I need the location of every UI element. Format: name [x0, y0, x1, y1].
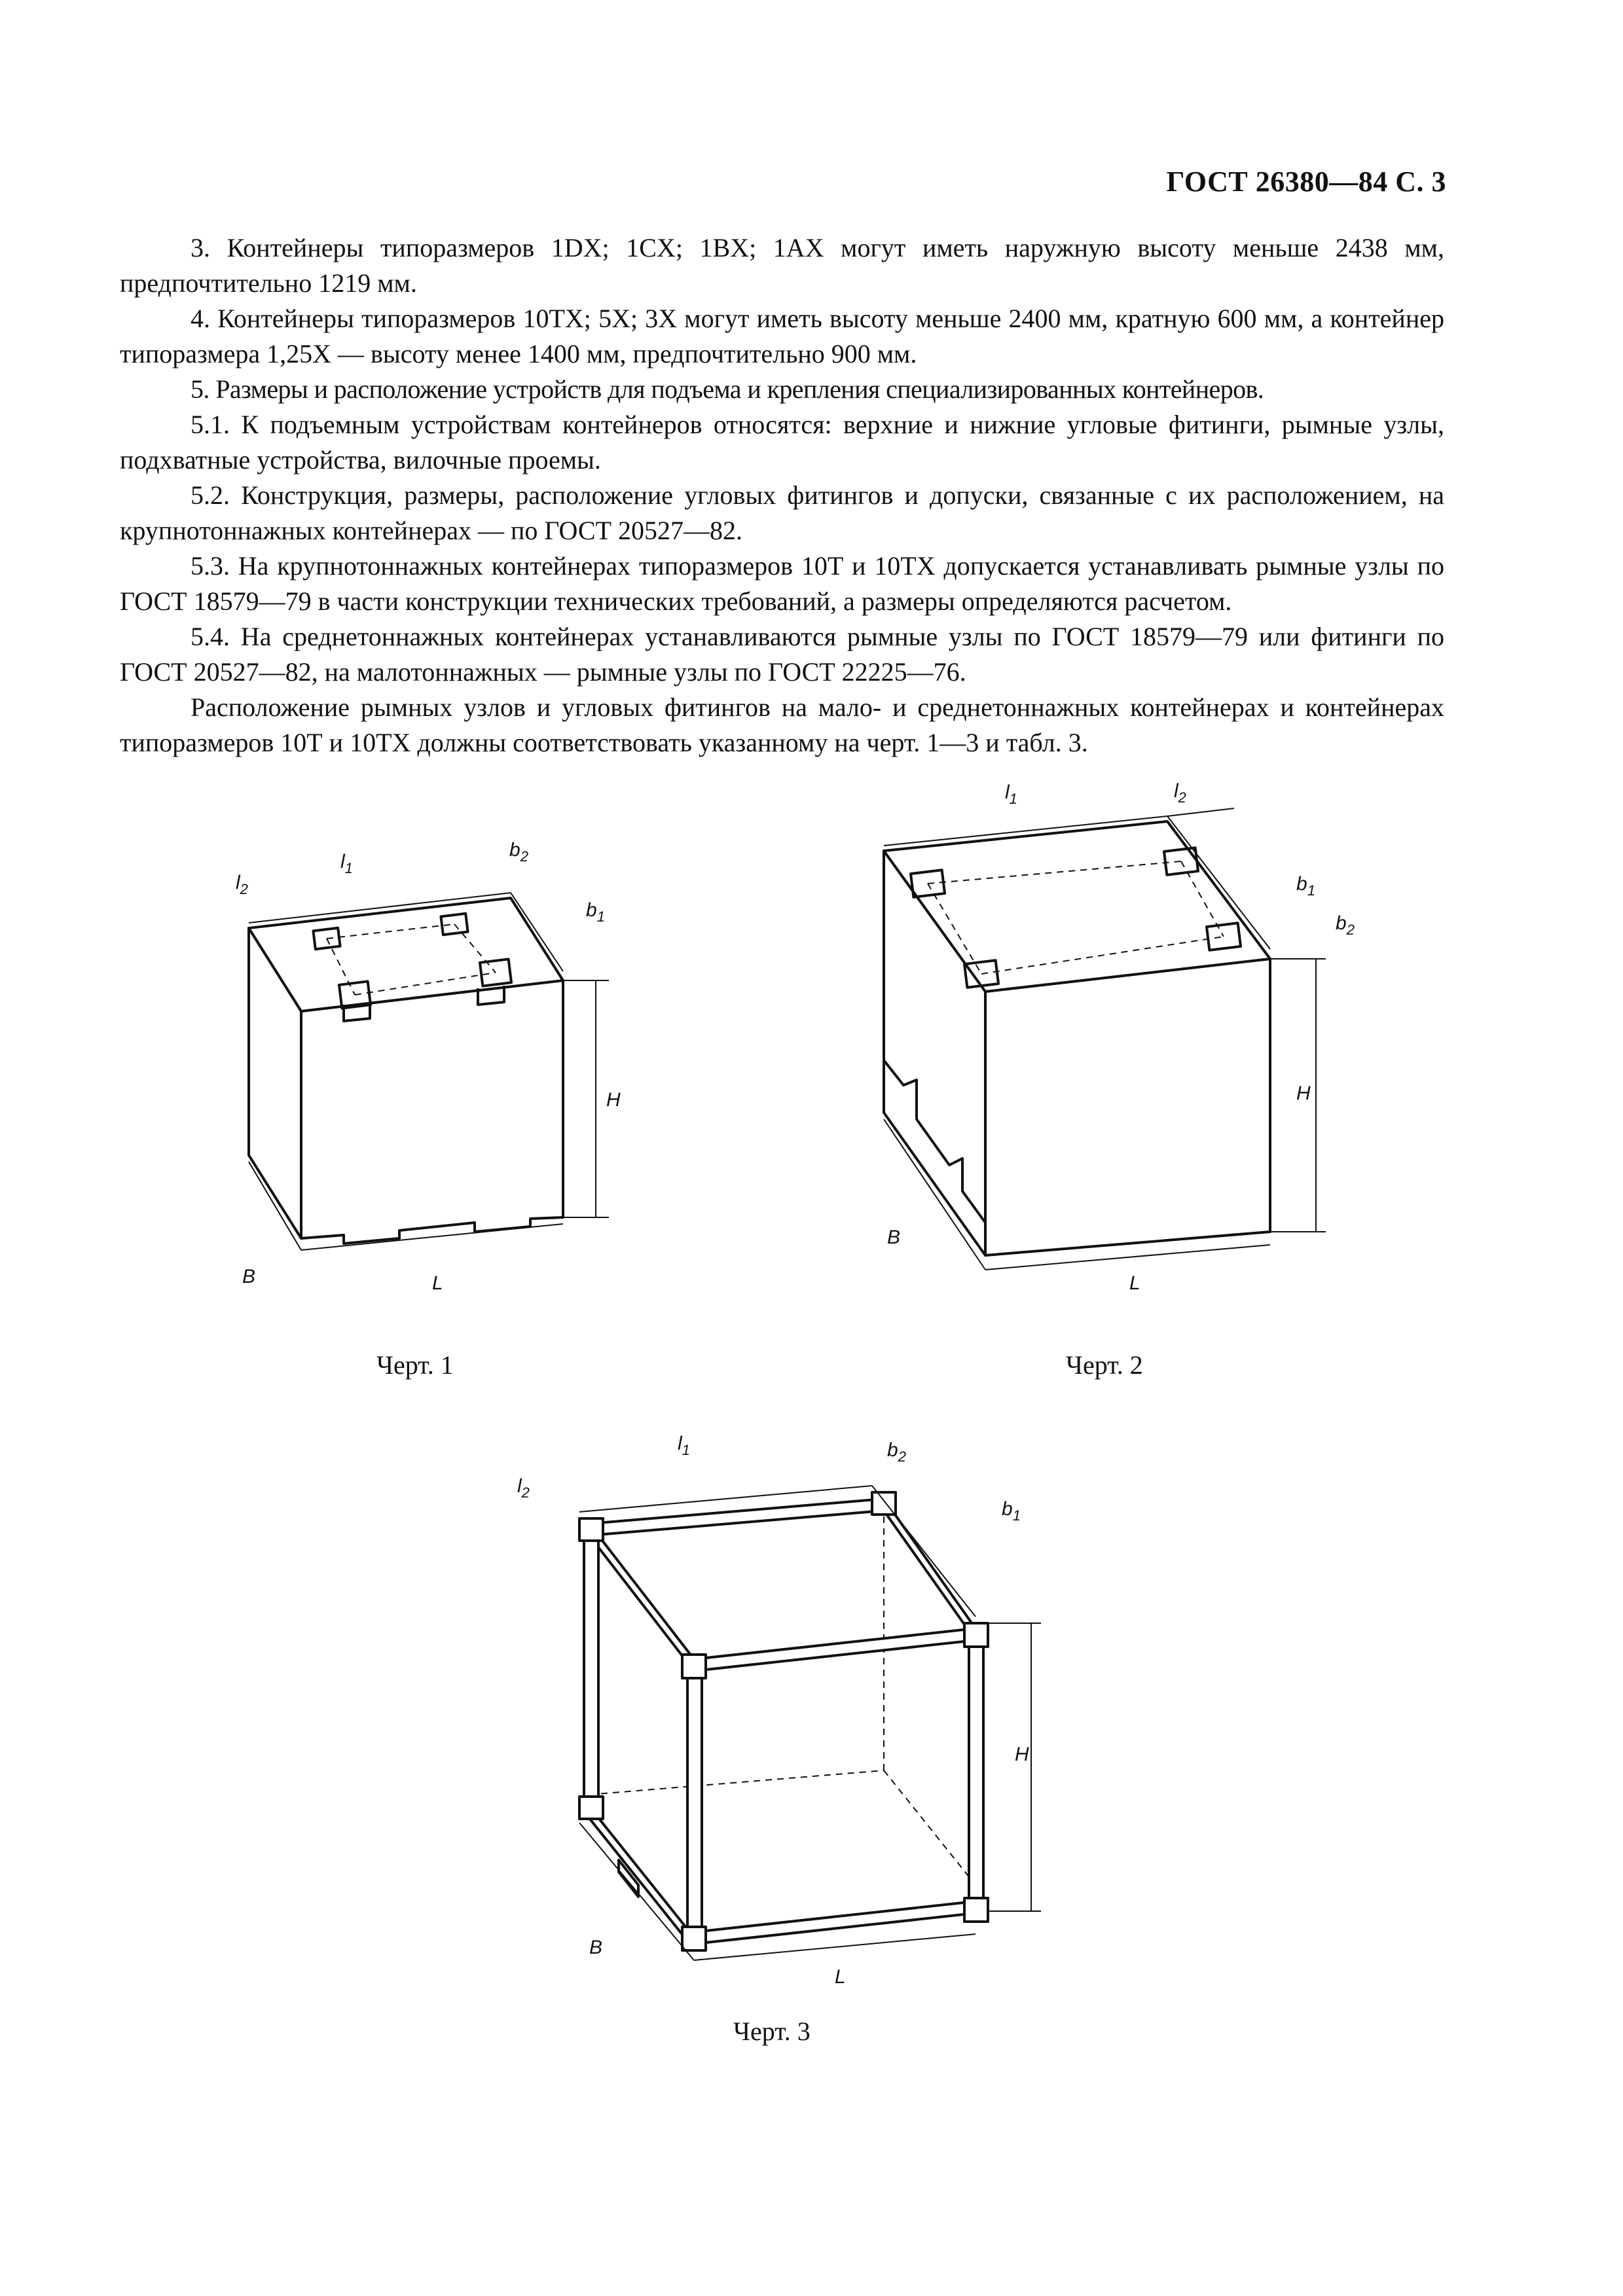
fig3-fitting-top-front-right: [964, 1623, 988, 1647]
fig2-label-b2: $b_2$: [1336, 912, 1355, 938]
fig3-fitting-top-front-left: [682, 1655, 706, 1678]
fig2-label-B: B: [887, 1227, 901, 1248]
fig3-back-top-beam: [589, 1499, 884, 1535]
fig3-fitting-bottom-back-left: [579, 1797, 603, 1819]
fig1-label-l1: $l_1$: [340, 851, 353, 876]
fig1-front-face: [301, 980, 563, 1244]
fig3-fitting-bottom-front-left: [682, 1927, 706, 1950]
fig3-left-bottom-beam: [589, 1806, 694, 1949]
fig3-label-l2: $l_2$: [517, 1475, 530, 1501]
paragraph-5-4: 5.4. На среднетоннажных контейнерах устанавливаются рымные узлы по ГОСТ 18579—79 или фитинги по ГОСТ 20527—82, на малотоннажных — рымные узлы по ГОСТ 22225—76.: [120, 622, 1444, 687]
fig3-label-L: L: [835, 1966, 846, 1988]
fig3-label-b2: $b_2$: [887, 1439, 906, 1465]
fig3-post-front-left: [687, 1668, 702, 1943]
fig1-label-b1: $b_1$: [586, 899, 605, 925]
figure-2-caption: Черт. 2: [1066, 1350, 1143, 1380]
fig3-front-top-beam: [694, 1628, 976, 1671]
fig3-fitting-top-back-left: [579, 1518, 603, 1541]
fig2-label-l2: $l_2$: [1174, 780, 1186, 806]
fig3-post-back-left: [584, 1532, 598, 1806]
figure-3-caption: Черт. 3: [733, 2017, 811, 2046]
fig1-label-l2: $l_2$: [236, 872, 248, 897]
fig3-label-l1: $l_1$: [678, 1433, 690, 1458]
figure-2-drawing: [867, 772, 1355, 1335]
paragraph-location: Расположение рымных узлов и угловых фитингов на мало- и среднетоннажных контейнерах и контейнерах типоразмеров 10Т и 10ТХ должны соответствовать указанному на черт. 1—3 и табл. 3.: [120, 692, 1444, 757]
fig1-label-B: B: [242, 1266, 256, 1287]
fig2-label-l1: $l_1$: [1005, 781, 1017, 807]
fig3-fitting-bottom-front-right: [964, 1898, 988, 1922]
paragraph-5: 5. Размеры и расположение устройств для подъема и крепления специализированных контейнеров.: [191, 374, 1264, 404]
fig1-label-H: H: [606, 1089, 621, 1111]
fig2-label-b1: $b_1$: [1296, 873, 1315, 899]
fig3-left-top-beam: [589, 1524, 694, 1671]
fig1-label-b2: $b_2$: [509, 839, 528, 865]
paragraph-3: 3. Контейнеры типоразмеров 1DX; 1CX; 1BX; 1AX могут иметь наружную высоту меньше 2438 мм, предпочтительно 1219 мм.: [120, 233, 1444, 298]
paragraph-4: 4. Контейнеры типоразмеров 10ТХ; 5Х; 3Х могут иметь высоту меньше 2400 мм, кратную 600 мм, а контейнер типоразмера 1,25Х — высоту менее 1400 мм, предпочтительно 900 мм.: [120, 304, 1444, 368]
figure-3-drawing: [504, 1420, 1067, 1996]
fig2-label-L: L: [1129, 1272, 1140, 1294]
fig3-post-front-right: [969, 1636, 983, 1911]
paragraph-5-3: 5.3. На крупнотоннажных контейнерах типоразмеров 10Т и 10ТХ допускается устанавливать рымные узлы по ГОСТ 18579—79 в части конструкции технических требований, а размеры определяются расчетом.: [120, 551, 1444, 616]
paragraph-5-1: 5.1. К подъемным устройствам контейнеров относятся: верхние и нижние угловые фитинги, рымные узлы, подхватные устройства, вилочные проемы.: [120, 410, 1444, 475]
paragraph-5-2: 5.2. Конструкция, размеры, расположение угловых фитингов и допуски, связанные с их расположением, на крупнотоннажных контейнерах — по ГОСТ 20527—82.: [120, 480, 1444, 545]
fig3-label-b1: $b_1$: [1002, 1498, 1021, 1524]
fig1-label-L: L: [432, 1272, 443, 1294]
page-header: ГОСТ 26380—84 С. 3: [1166, 166, 1446, 198]
figure-1-drawing: [216, 831, 635, 1322]
fig3-right-top-beam: [884, 1499, 976, 1640]
fig2-label-H: H: [1296, 1083, 1311, 1104]
fig2-front-face: [985, 959, 1270, 1255]
fig3-label-B: B: [589, 1937, 603, 1958]
figure-1-caption: Черт. 1: [376, 1350, 454, 1380]
document-body: [120, 230, 1444, 761]
fig3-label-H: H: [1015, 1744, 1029, 1765]
